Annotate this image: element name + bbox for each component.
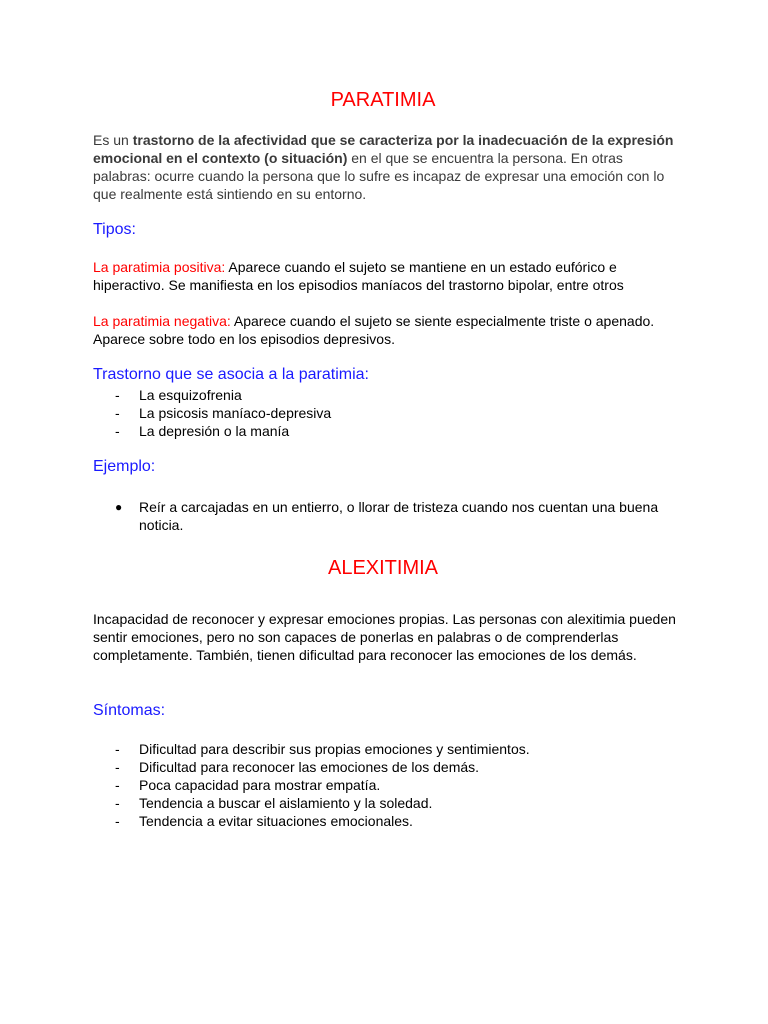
list-item-text: Poca capacidad para mostrar empatía.	[139, 777, 381, 793]
dash-marker: -	[115, 813, 120, 829]
list-item	[93, 422, 683, 440]
sintomas-heading: Síntomas:	[93, 702, 166, 719]
list-item	[93, 740, 683, 758]
list-item-text: Dificultad para describir sus propias emociones y sentimientos.	[139, 741, 530, 757]
list-item	[93, 758, 683, 776]
list-item-text: Reír a carcajadas en un entierro, o llorar de tristeza cuando nos cuentan una buena noticia.	[139, 499, 659, 533]
trastornos-list	[93, 386, 683, 440]
list-item	[93, 386, 683, 404]
ejemplo-heading: Ejemplo:	[93, 458, 156, 475]
list-item	[93, 404, 683, 422]
paratimia-title: PARATIMIA	[330, 89, 436, 111]
intro-text-1: Es un	[93, 132, 133, 148]
positiva-text: Aparece cuando el sujeto se mantiene en un estado eufórico e hiperactivo. Se manifiesta en los episodios maníacos del trastorno bipolar, entre otros	[93, 259, 624, 293]
list-item-text: Tendencia a buscar el aislamiento y la soledad.	[139, 795, 433, 811]
paratimia-positiva	[93, 258, 683, 294]
list-item	[93, 812, 683, 830]
list-item-text: La depresión o la manía	[139, 423, 290, 439]
list-item	[93, 794, 683, 812]
trastorno-heading: Trastorno que se asocia a la paratimia:	[93, 366, 369, 383]
negativa-label: La paratimia negativa:	[93, 313, 231, 329]
dash-marker: -	[115, 423, 120, 439]
dash-marker: -	[115, 405, 120, 421]
dash-marker: -	[115, 777, 120, 793]
dash-marker: -	[115, 795, 120, 811]
dash-marker: -	[115, 741, 120, 757]
dash-marker: -	[115, 387, 120, 403]
dash-marker: -	[115, 759, 120, 775]
ejemplos-list	[93, 498, 683, 534]
intro-bold: trastorno de la afectividad que se caracteriza por la inadecuación de la expresión emocional en el contexto (o situación)	[93, 132, 674, 166]
list-item-text: Tendencia a evitar situaciones emocionales.	[139, 813, 413, 829]
alexitimia-title: ALEXITIMIA	[327, 557, 439, 579]
list-item-text: Dificultad para reconocer las emociones de los demás.	[139, 759, 480, 775]
bullet-marker: ●	[115, 500, 123, 514]
intro-text-2: en el que se encuentra la persona. En otras palabras: ocurre cuando la persona que lo sufre es incapaz de expresar una emoción con lo que realmente está sintiendo en su entorno.	[93, 150, 665, 202]
paratimia-intro	[93, 131, 683, 203]
list-item	[93, 498, 683, 534]
sintomas-list	[93, 740, 683, 830]
positiva-label: La paratimia positiva:	[93, 259, 226, 275]
list-item-text: La esquizofrenia	[139, 387, 242, 403]
list-item-text: La psicosis maníaco-depresiva	[139, 405, 332, 421]
alexitimia-intro: Incapacidad de reconocer y expresar emociones propias. Las personas con alexitimia pueden sentir emociones, pero no son capaces de ponerlas en palabras o de comprenderlas completamente. También, tienen dificultad para reconocer las emociones de los demás.	[93, 611, 676, 663]
paratimia-negativa	[93, 312, 683, 348]
list-item	[93, 776, 683, 794]
negativa-text: Aparece cuando el sujeto se siente especialmente triste o apenado. Aparece sobre todo en los episodios depresivos.	[93, 313, 655, 347]
tipos-heading: Tipos:	[93, 221, 136, 238]
